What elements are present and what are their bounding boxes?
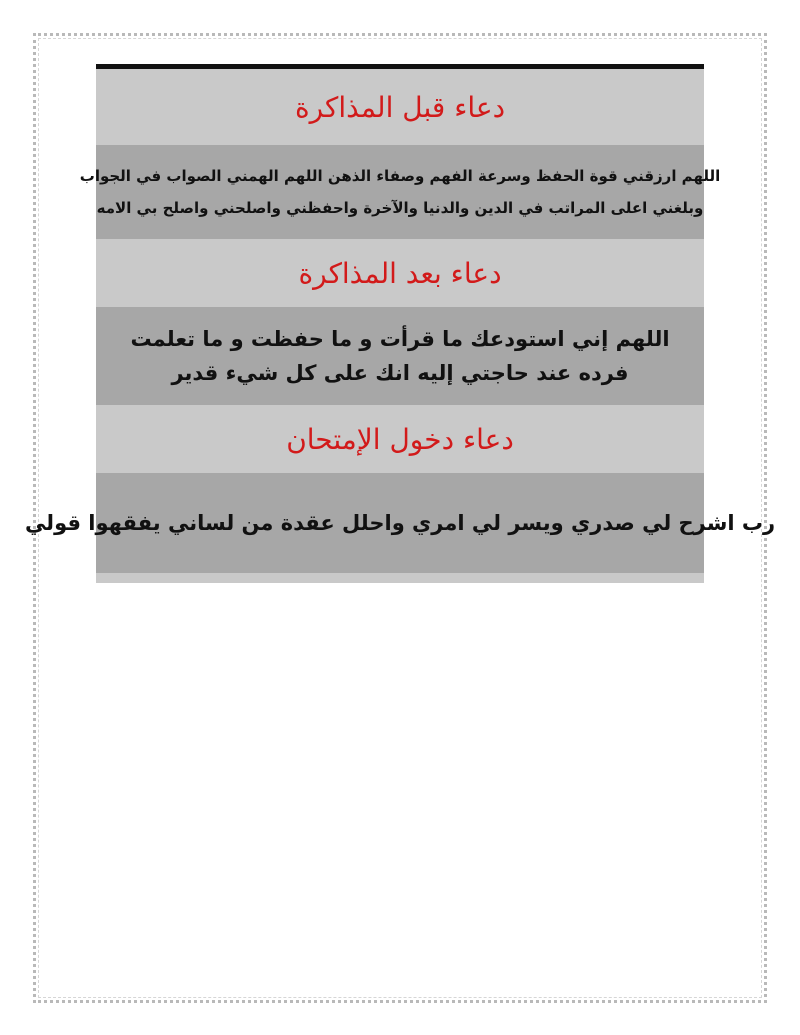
prayer-line: اللهم إني استودعك ما قرأت و ما حفظت و ما تعلمت: [130, 327, 670, 351]
section-title-exam-entry: دعاء دخول الإمتحان: [286, 422, 514, 456]
section-title-after-study: دعاء بعد المذاكرة: [298, 256, 502, 290]
section-title-band: [96, 239, 704, 307]
prayer-line: وبلغني اعلى المراتب في الدين والدنيا والآخرة واحفظني واصلحني واصلح بي الامه: [96, 199, 704, 217]
section-title-band: [96, 69, 704, 145]
section-body-band: [24, 473, 776, 573]
section-body-band: [79, 145, 721, 239]
prayer-line: اللهم ارزقني قوة الحفظ وسرعة الفهم وصفاء الذهن اللهم الهمني الصواب في الجواب: [79, 167, 721, 185]
prayer-line: رب اشرح لي صدري ويسر لي امري واحلل عقدة من لساني يفقهوا قولي: [24, 511, 776, 535]
section-title-before-study: دعاء قبل المذاكرة: [294, 90, 506, 124]
bottom-strip: [96, 573, 704, 583]
section-title-band: [96, 405, 704, 473]
prayers-card: [24, 64, 776, 572]
section-body-band: [96, 307, 704, 405]
prayer-line: فرده عند حاجتي إليه انك على كل شيء قدير: [171, 361, 629, 385]
